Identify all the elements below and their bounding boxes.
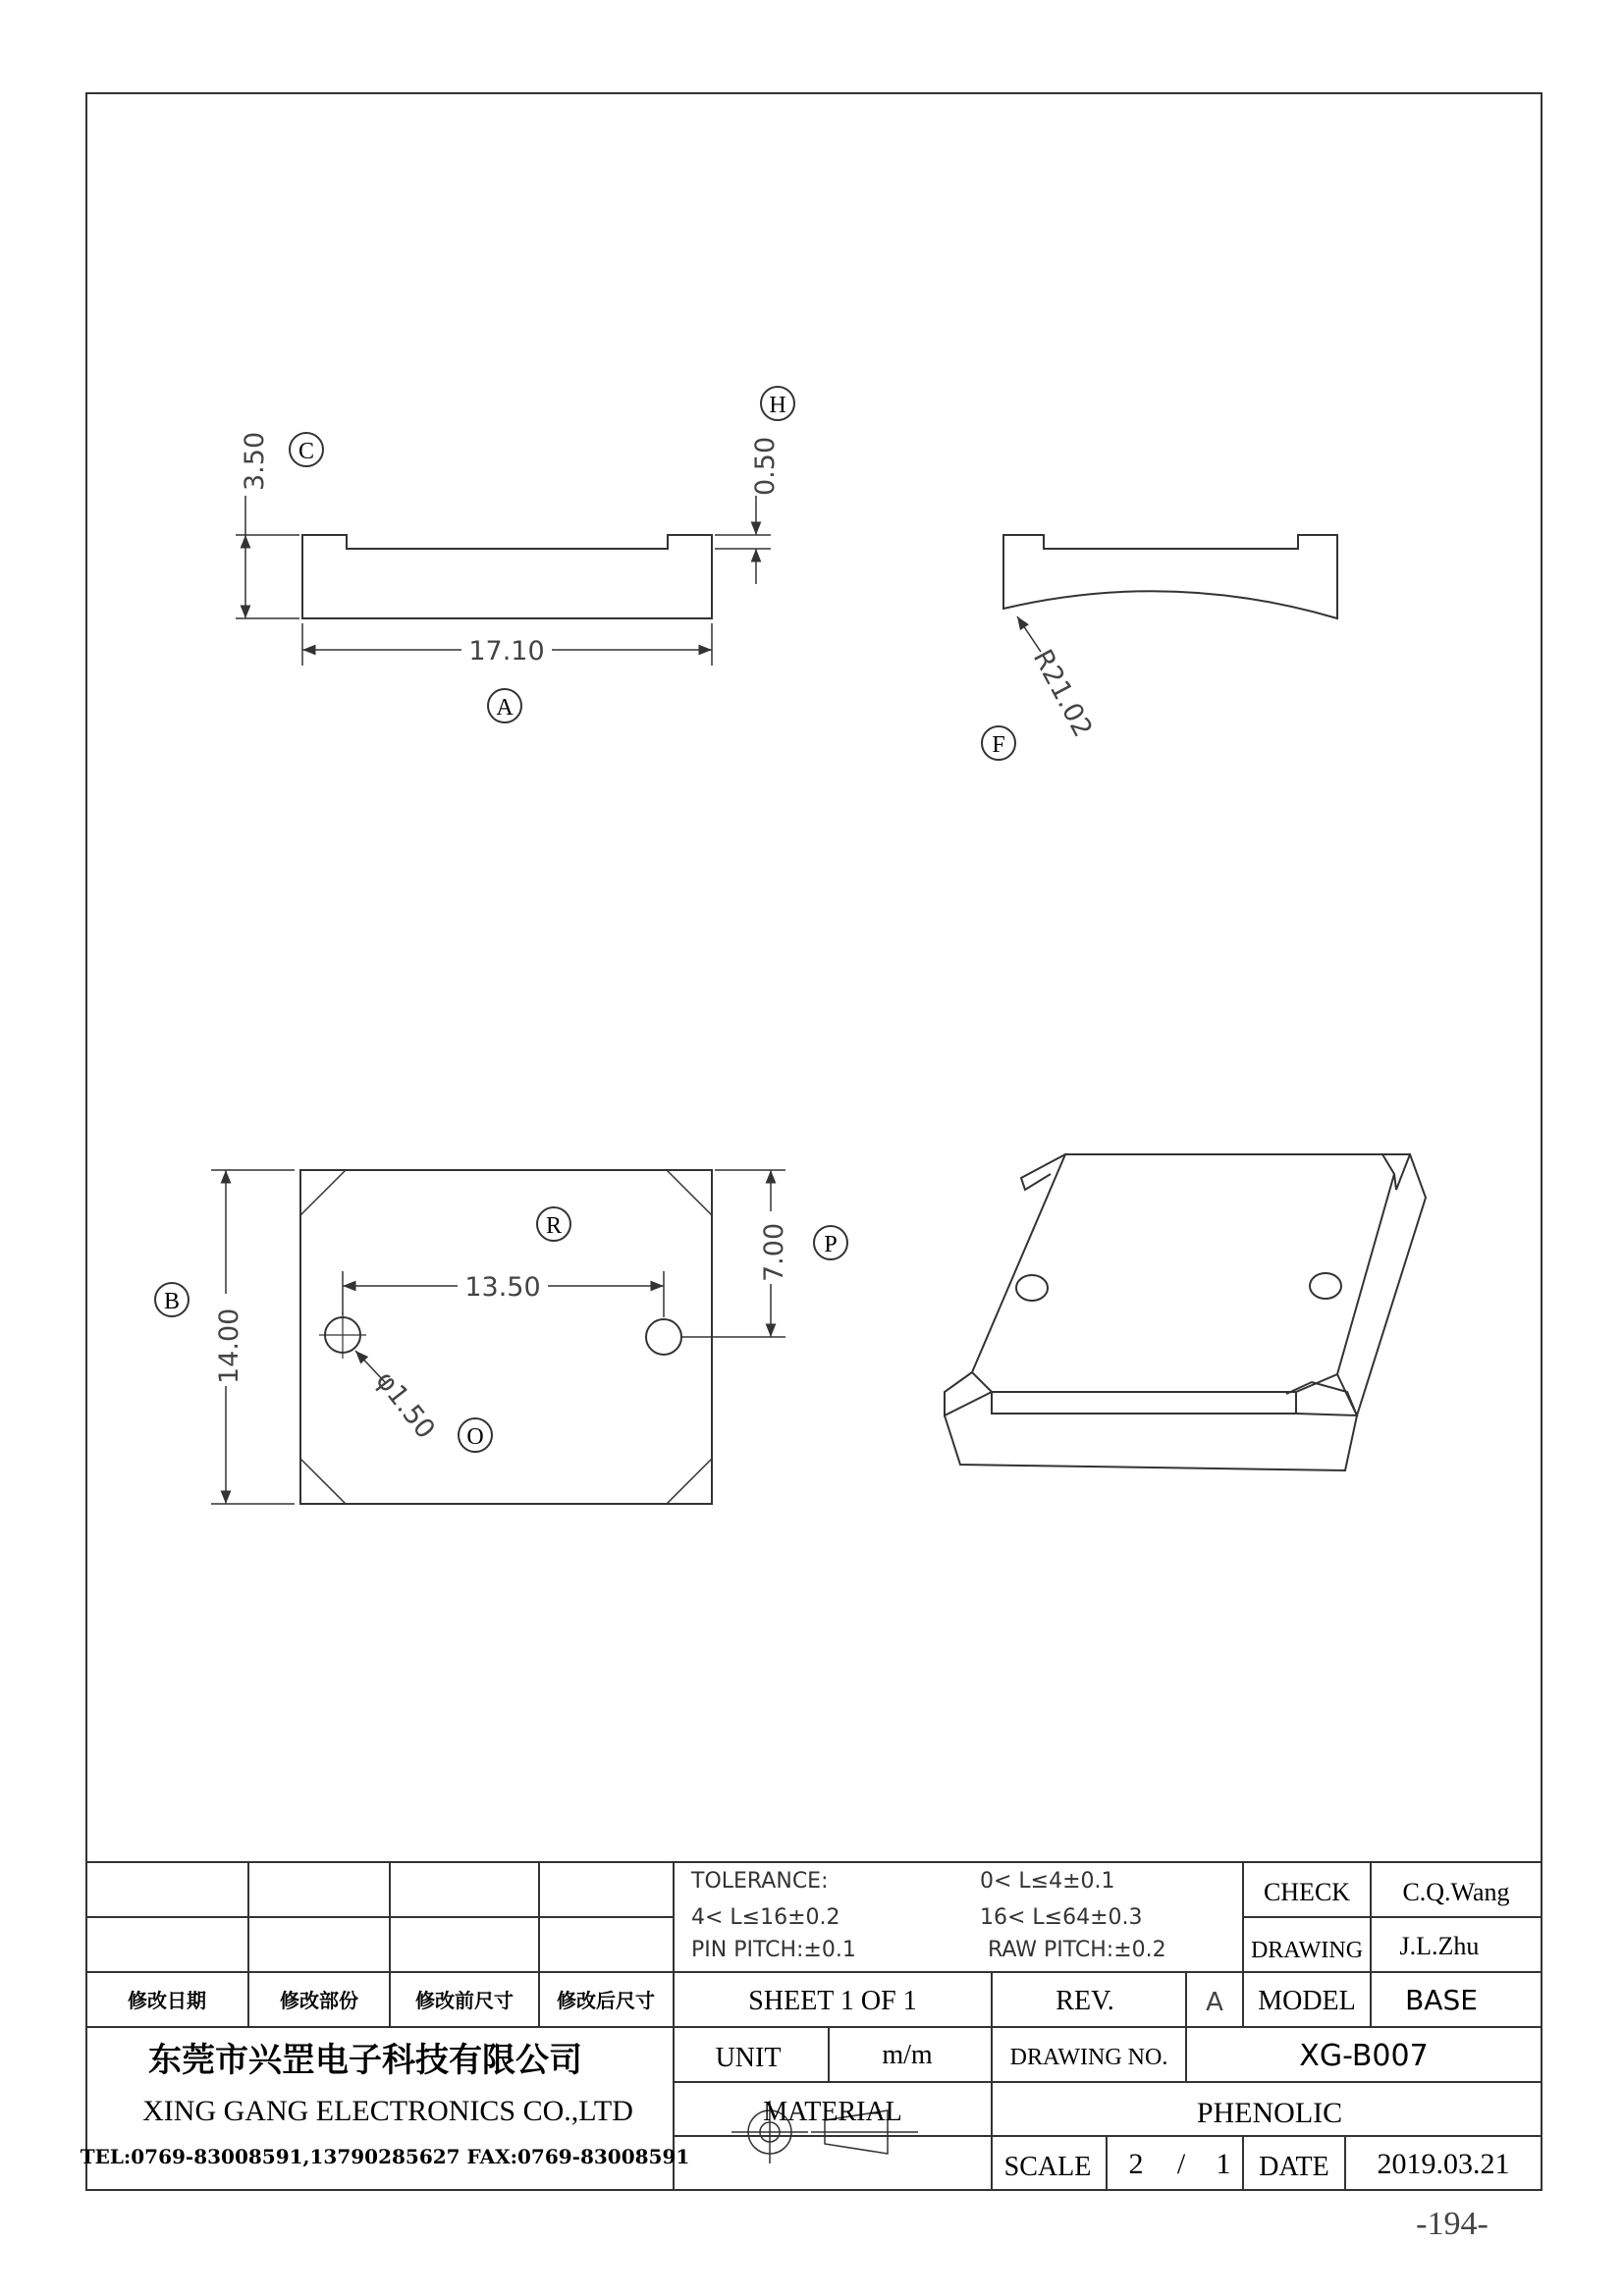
- sheet-info: SHEET 1 OF 1: [748, 1986, 917, 2016]
- raw-pitch: RAW PITCH:±0.2: [988, 1938, 1166, 1962]
- dim-front-height: 3.50: [240, 431, 270, 491]
- tolerance-range-1: 0< L≤4±0.1: [980, 1869, 1115, 1894]
- check-value: C.Q.Wang: [1402, 1878, 1510, 1906]
- unit-label: UNIT: [715, 2043, 782, 2073]
- model-value: BASE: [1405, 1984, 1478, 2016]
- dim-side-radius: R21.02: [1026, 644, 1099, 743]
- date-value: 2019.03.21: [1377, 2148, 1510, 2180]
- scale-denominator: 1: [1216, 2148, 1231, 2180]
- callout-b: B: [163, 1289, 181, 1314]
- callout-f: F: [992, 732, 1005, 758]
- dim-top-width: 14.00: [214, 1308, 244, 1384]
- revision-header-after: 修改后尺寸: [557, 1989, 655, 2012]
- material-value: PHENOLIC: [1196, 2097, 1343, 2129]
- callout-h: H: [769, 393, 786, 418]
- date-label: DATE: [1259, 2152, 1329, 2182]
- drawing-value: J.L.Zhu: [1399, 1932, 1480, 1960]
- side-view: [982, 535, 1337, 760]
- drawing-label: DRAWING: [1250, 1938, 1364, 1963]
- top-view: [155, 1170, 847, 1504]
- dim-top-hole: φ1.50: [369, 1365, 441, 1445]
- revision-header-date: 修改日期: [128, 1989, 206, 2012]
- material-label: MATERIAL: [763, 2097, 902, 2127]
- isometric-view: [945, 1154, 1426, 1470]
- tolerance-label: TOLERANCE:: [691, 1869, 829, 1894]
- company-contact: TEL:0769-83008591,13790285627 FAX:0769-83008591: [80, 2145, 690, 2168]
- dim-line-radius: [1017, 616, 1041, 652]
- callout-r: R: [545, 1213, 563, 1239]
- scale-label: SCALE: [1003, 2152, 1092, 2182]
- hole-right: [646, 1319, 681, 1355]
- model-label: MODEL: [1258, 1986, 1356, 2016]
- revision-header-before: 修改前尺寸: [415, 1989, 514, 2012]
- dim-top-pitch: 13.50: [464, 1272, 541, 1303]
- unit-value: m/m: [882, 2040, 933, 2070]
- company-name-en: XING GANG ELECTRONICS CO.,LTD: [142, 2095, 633, 2127]
- front-view-outline: [302, 535, 712, 618]
- company-name-cn: 东莞市兴罡电子科技有限公司: [148, 2041, 582, 2080]
- check-label: CHECK: [1263, 1878, 1351, 1906]
- dim-front-step: 0.50: [750, 436, 781, 496]
- title-block: [81, 1862, 1542, 2190]
- page-number: -194-: [1416, 2206, 1489, 2242]
- dim-front-length: 17.10: [468, 636, 545, 667]
- side-view-outline: [1003, 535, 1337, 618]
- iso-hole-left: [1016, 1275, 1048, 1301]
- drawing-no-value: XG-B007: [1299, 2039, 1429, 2073]
- rev-label: REV.: [1056, 1986, 1114, 2016]
- scale-numerator: 2: [1128, 2148, 1144, 2180]
- scale-separator: /: [1176, 2148, 1186, 2180]
- pin-pitch: PIN PITCH:±0.1: [691, 1938, 856, 1962]
- rev-value: A: [1206, 1988, 1223, 2017]
- drawing-no-label: DRAWING NO.: [1009, 2045, 1168, 2070]
- top-view-outline: [300, 1170, 712, 1504]
- tolerance-range-2: 4< L≤16±0.2: [691, 1905, 840, 1930]
- revision-header-part: 修改部份: [280, 1989, 358, 2012]
- callout-o: O: [466, 1424, 484, 1450]
- callout-a: A: [496, 695, 514, 721]
- callout-p: P: [824, 1232, 838, 1257]
- dim-top-offset: 7.00: [759, 1222, 789, 1282]
- callout-c: C: [298, 439, 315, 464]
- tolerance-range-3: 16< L≤64±0.3: [980, 1905, 1143, 1930]
- front-view: [236, 387, 794, 722]
- iso-hole-right: [1310, 1273, 1341, 1299]
